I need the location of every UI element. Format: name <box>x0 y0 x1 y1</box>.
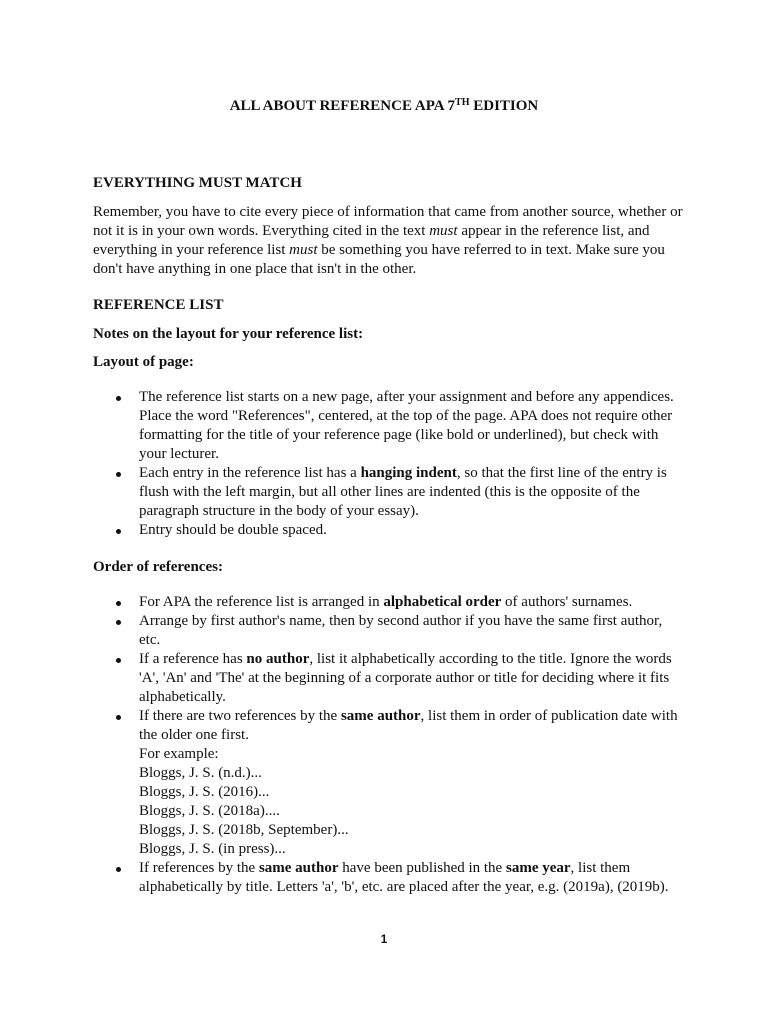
example-line: Bloggs, J. S. (2016)... <box>139 784 270 800</box>
list-item: If there are two references by the same author, list them in order of publication date with the older one first. For example: Bloggs, J. S. (n.d.)... Bloggs, J. S. (2016)... Bloggs, J. S. (2018a).... Bloggs, J. S. (2018b, September)... Bloggs, J. S. (in press)... <box>93 707 683 859</box>
example-line: Bloggs, J. S. (2018b, September)... <box>139 822 349 838</box>
layout-list <box>93 388 683 540</box>
example-line: Bloggs, J. S. (in press)... <box>139 841 286 857</box>
layout-heading: Layout of page: <box>93 354 194 370</box>
paragraph-everything-must-match: Remember, you have to cite every piece of information that came from another source, whether or not it is in your own words. Everything cited in the text must appear in the reference list, and everything in your reference list must be something you have referred to in text. Make sure you don't have anything in one place that isn't in the other. <box>93 204 683 277</box>
order-list <box>93 593 683 897</box>
example-label: For example: <box>139 746 219 762</box>
document-title: ALL ABOUT REFERENCE APA 7TH EDITION <box>229 97 539 114</box>
notes-heading: Notes on the layout for your reference list: <box>93 326 364 342</box>
heading-everything-must-match: EVERYTHING MUST MATCH <box>93 175 302 191</box>
page-number: 1 <box>380 932 388 946</box>
order-heading: Order of references: <box>93 559 223 575</box>
list-item: If references by the same author have been published in the same year, list them alphabetically by title. Letters 'a', 'b', etc. are placed after the year, e.g. (2019a), (2019b). <box>93 859 683 897</box>
list-item: For APA the reference list is arranged in alphabetical order of authors' surnames. <box>93 593 683 612</box>
heading-reference-list: REFERENCE LIST <box>93 297 224 313</box>
list-item: Entry should be double spaced. <box>93 521 683 540</box>
example-line: Bloggs, J. S. (n.d.)... <box>139 765 262 781</box>
example-line: Bloggs, J. S. (2018a).... <box>139 803 280 819</box>
list-item: If a reference has no author, list it alphabetically according to the title. Ignore the words 'A', 'An' and 'The' at the beginning of a corporate author or title for deciding where it fits alphabetically. <box>93 650 683 707</box>
list-item: Arrange by first author's name, then by second author if you have the same first author, etc. <box>93 612 683 650</box>
list-item: Each entry in the reference list has a hanging indent, so that the first line of the entry is flush with the left margin, but all other lines are indented (this is the opposite of the paragraph structure in the body of your essay). <box>93 464 683 521</box>
title-superscript: TH <box>455 97 470 108</box>
list-item: The reference list starts on a new page, after your assignment and before any appendices. Place the word "References", centered, at the top of the page. APA does not require other formatting for the title of your reference page (like bold or underlined), but check with your lecturer. <box>93 388 683 464</box>
